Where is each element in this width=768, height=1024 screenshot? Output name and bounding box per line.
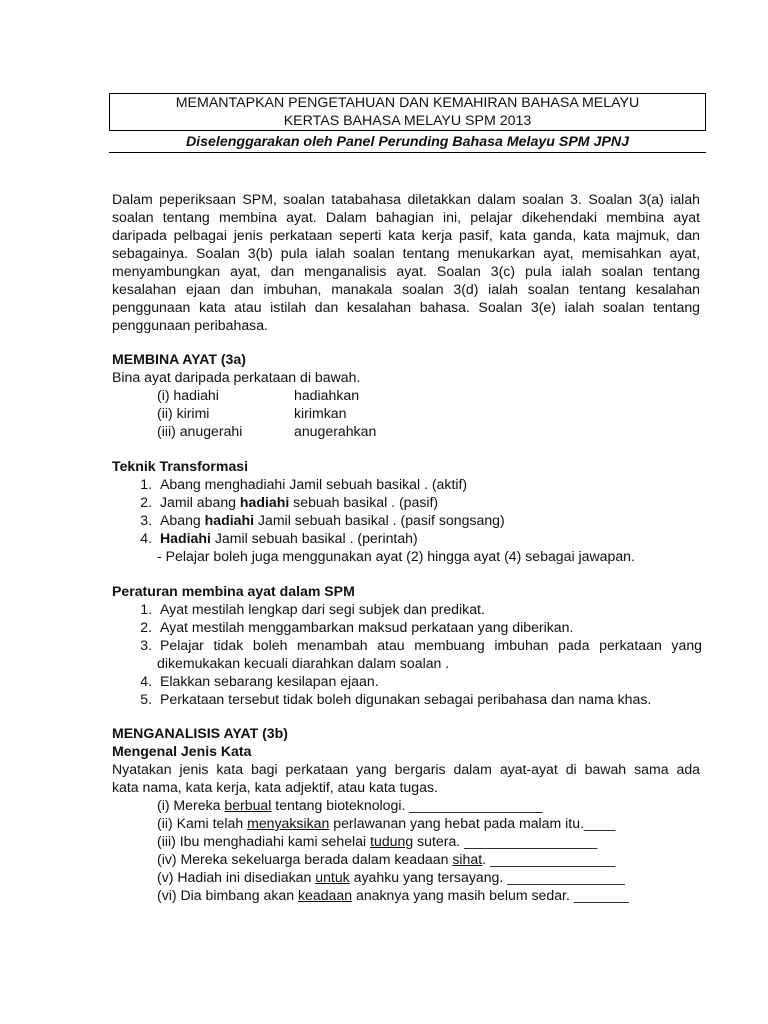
analysis-item: (iv) Mereka sekeluarga berada dalam keadaan sihat. ________________ xyxy=(157,851,616,867)
peraturan-item: 3. Pelajar tidak boleh menambah atau membuang imbuhan pada perkataan yang xyxy=(140,637,702,653)
title-line-1: MEMANTAPKAN PENGETAHUAN DAN KEMAHIRAN BAHASA MELAYU xyxy=(175,95,640,111)
membina-instruction: Bina ayat daripada perkataan di bawah. xyxy=(112,369,361,385)
word-a: (ii) kirimi xyxy=(157,405,210,421)
peraturan-item: 4. Elakkan sebarang kesilapan ejaan. xyxy=(140,673,379,689)
teknik-section xyxy=(112,457,635,565)
menganalisis-section xyxy=(112,724,700,904)
menganalisis-instruction-2: kata nama, kata kerja, kata adjektif, atau kata tugas. xyxy=(112,779,438,795)
analysis-item: (vi) Dia bimbang akan keadaan anaknya yang masih belum sedar. _______ xyxy=(157,887,629,903)
membina-heading: MEMBINA AYAT (3a) xyxy=(112,351,246,367)
peraturan-item: 5. Perkataan tersebut tidak boleh digunakan sebagai peribahasa dan nama khas. xyxy=(140,691,652,707)
teknik-item: 2. Jamil abang hadiahi sebuah basikal . (pasif) xyxy=(140,494,439,510)
teknik-note: - Pelajar boleh juga menggunakan ayat (2) hingga ayat (4) sebagai jawapan. xyxy=(157,548,635,564)
analysis-item: (iii) Ibu menghadiahi kami sehelai tudung sutera. _________________ xyxy=(157,833,598,849)
peraturan-heading: Peraturan membina ayat dalam SPM xyxy=(112,583,355,599)
analysis-item: (i) Mereka berbual tentang bioteknologi. _________________ xyxy=(157,797,543,813)
teknik-item: 1. Abang menghadiahi Jamil sebuah basikal . (aktif) xyxy=(140,476,468,492)
teknik-item: 4. Hadiahi Jamil sebuah basikal . (perintah) xyxy=(140,530,418,546)
subtitle: Diselenggarakan oleh Panel Perunding Bahasa Melayu SPM JPNJ xyxy=(109,131,706,153)
word-b: kirimkan xyxy=(294,405,347,421)
analysis-item: (v) Hadiah ini disediakan untuk ayahku yang tersayang. _______________ xyxy=(157,869,625,885)
intro-paragraph: Dalam peperiksaan SPM, soalan tatabahasa diletakkan dalam soalan 3. Soalan 3(a) ialah soalan tentang membina ayat. Dalam bahagian ini, pelajar dikehendaki membina ayat daripada pelbagai jenis perkataan seperti kata kerja pasif, kata ganda, kata majmuk, dan sebagainya. Soalan 3(b) pula ialah soalan tentang menukarkan ayat, memisahkan ayat, menyambungkan ayat, dan menganalisis ayat. Soalan 3(c) pula ialah soalan tentang kesalahan ejaan dan imbuhan, manakala soalan 3(d) ialah soalan tentang kesalahan penggunaan kata atau istilah dan kesalahan bahasa. Soalan 3(e) ialah soalan tentang penggunaan peribahasa. xyxy=(112,191,700,333)
word-a: (i) hadiahi xyxy=(157,387,219,403)
word-a: (iii) anugerahi xyxy=(157,423,243,439)
teknik-heading: Teknik Transformasi xyxy=(112,458,249,474)
peraturan-section xyxy=(112,582,702,708)
word-pair xyxy=(112,386,376,404)
menganalisis-subheading: Mengenal Jenis Kata xyxy=(112,743,252,759)
title-box xyxy=(109,93,706,131)
peraturan-item: 2. Ayat mestilah menggambarkan maksud perkataan yang diberikan. xyxy=(140,619,574,635)
teknik-item: 3. Abang hadiahi Jamil sebuah basikal . (pasif songsang) xyxy=(140,512,505,528)
word-pair xyxy=(112,422,376,440)
analysis-item: (ii) Kami telah menyaksikan perlawanan yang hebat pada malam itu.____ xyxy=(157,815,616,831)
menganalisis-heading: MENGANALISIS AYAT (3b) xyxy=(112,725,288,741)
menganalisis-instruction-1: Nyatakan jenis kata bagi perkataan yang bergaris dalam ayat-ayat di bawah sama ada xyxy=(112,761,700,777)
word-b: hadiahkan xyxy=(294,387,360,403)
peraturan-item: 1. Ayat mestilah lengkap dari segi subjek dan predikat. xyxy=(140,601,485,617)
word-pair xyxy=(112,404,376,422)
word-b: anugerahkan xyxy=(294,423,377,439)
membina-section xyxy=(112,350,376,440)
peraturan-item-continuation: dikemukakan kecuali diarahkan dalam soalan . xyxy=(157,655,450,671)
title-line-2: KERTAS BAHASA MELAYU SPM 2013 xyxy=(283,113,532,129)
